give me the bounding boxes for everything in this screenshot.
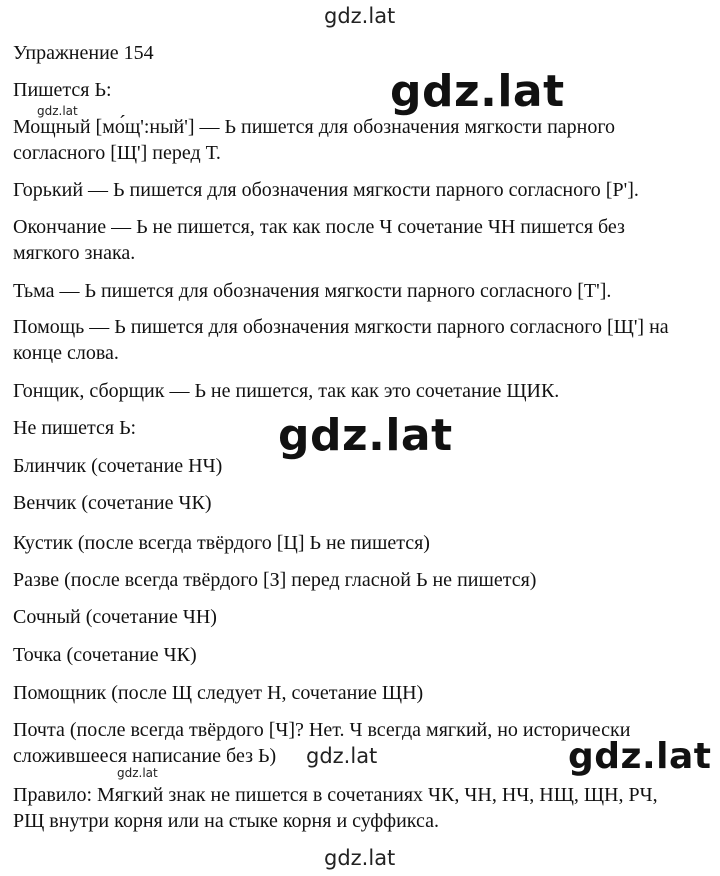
list-item: Венчик (сочетание ЧК)	[13, 492, 212, 514]
list-item: Кустик (после всегда твёрдого [Ц] Ь не пишется)	[13, 532, 430, 554]
watermark: gdz.lat	[568, 736, 712, 777]
exercise-title: Упражнение 154	[13, 42, 154, 64]
list-item: Блинчик (сочетание НЧ)	[13, 455, 223, 477]
watermark: gdz.lat	[278, 410, 453, 461]
paragraph-line: Помощь — Ь пишется для обозначения мягкости парного согласного [Щ'] на	[13, 316, 669, 338]
paragraph-line: Мощный [мо́щ':ный'] — Ь пишется для обозначения мягкости парного	[13, 116, 616, 138]
watermark: gdz.lat	[37, 104, 78, 118]
paragraph-line: согласного [Щ'] перед Т.	[13, 142, 221, 164]
watermark: gdz.lat	[117, 766, 158, 780]
list-item: сложившееся написание без Ь)	[13, 745, 277, 767]
watermark: gdz.lat	[390, 66, 565, 117]
list-item: Разве (после всегда твёрдого [З] перед гласной Ь не пишется)	[13, 569, 537, 591]
list-item: Почта (после всегда твёрдого [Ч]? Нет. Ч всегда мягкий, но исторически	[13, 719, 631, 741]
paragraph-line: Тьма — Ь пишется для обозначения мягкости парного согласного [Т'].	[13, 280, 612, 302]
paragraph-line: Горький — Ь пишется для обозначения мягкости парного согласного [Р'].	[13, 179, 639, 201]
paragraph-line: Окончание — Ь не пишется, так как после Ч сочетание ЧН пишется без	[13, 216, 625, 238]
heading-soft-sign-not-written: Не пишется Ь:	[13, 417, 137, 439]
list-item: Сочный (сочетание ЧН)	[13, 606, 217, 628]
paragraph-line: мягкого знака.	[13, 242, 136, 264]
rule-line: РЩ внутри корня или на стыке корня и суффикса.	[13, 810, 439, 832]
heading-soft-sign-written: Пишется Ь:	[13, 79, 112, 101]
rule-line: Правило: Мягкий знак не пишется в сочетаниях ЧК, ЧН, НЧ, НЩ, ЩН, РЧ,	[13, 784, 658, 806]
watermark: gdz.lat	[306, 744, 378, 768]
list-item: Точка (сочетание ЧК)	[13, 644, 197, 666]
watermark: gdz.lat	[324, 846, 396, 870]
list-item: Помощник (после Щ следует Н, сочетание ЩН)	[13, 682, 424, 704]
paragraph-line: Гонщик, сборщик — Ь не пишется, так как это сочетание ЩИК.	[13, 380, 560, 402]
paragraph-line: конце слова.	[13, 342, 119, 364]
watermark: gdz.lat	[324, 4, 396, 28]
